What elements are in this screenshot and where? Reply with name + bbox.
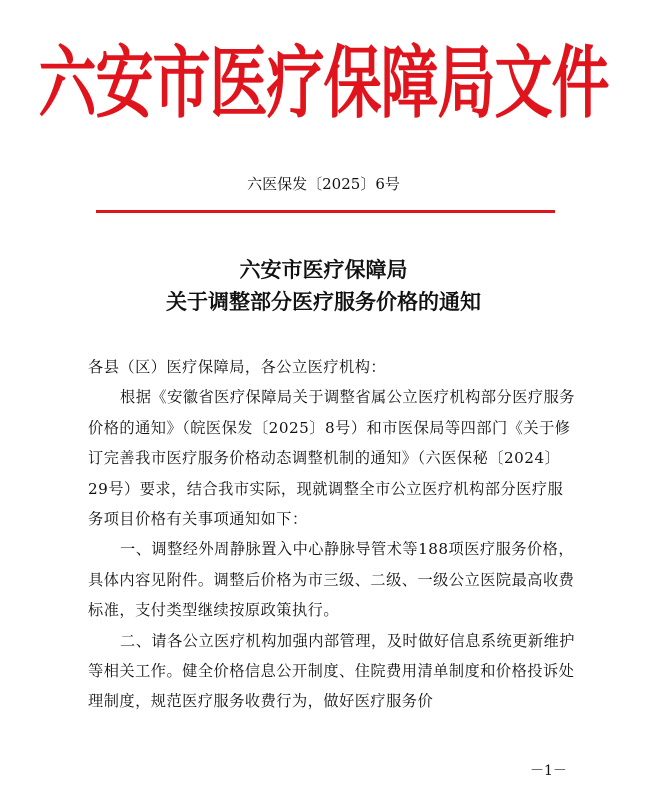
paragraph-basis: 根据《安徽省医疗保障局关于调整省属公立医疗机构部分医疗服务价格的通知》（皖医保发〔2025〕8号）和市医保局等四部门《关于修订完善我市医疗服务价格动态调整机制的通知》（六医保秘〔2024〕29号）要求，结合我市实际，现就调整全市公立医疗机构部分医疗服务项目价格有关事项通知如下： — [88, 388, 575, 529]
page-number: －1－ — [530, 763, 567, 779]
paragraph-item-1: 一、调整经外周静脉置入中心静脉导管术等188项医疗服务价格，具体内容见附件。调整后价格为市三级、二级、一级公立医院最高收费标准，支付类型继续按原政策执行。 — [88, 540, 575, 620]
notice-body — [88, 352, 578, 717]
agency-masthead-title: 六安市医疗保障局文件 — [38, 36, 609, 129]
paragraph-item-2: 二、请各公立医疗机构加强内部管理，及时做好信息系统更新维护等相关工作。健全价格信息公开制度、住院费用清单制度和价格投诉处理制度，规范医疗服务收费行为，做好医疗服务价 — [88, 631, 575, 711]
document-number: 六医保发〔2025〕6号 — [247, 175, 400, 193]
notice-title-line-2: 关于调整部分医疗服务价格的通知 — [166, 289, 481, 314]
notice-title-line-1: 六安市医疗保障局 — [239, 257, 408, 282]
salutation: 各县（区）医疗保障局，各公立医疗机构： — [88, 358, 387, 376]
red-separator-line — [96, 210, 555, 213]
